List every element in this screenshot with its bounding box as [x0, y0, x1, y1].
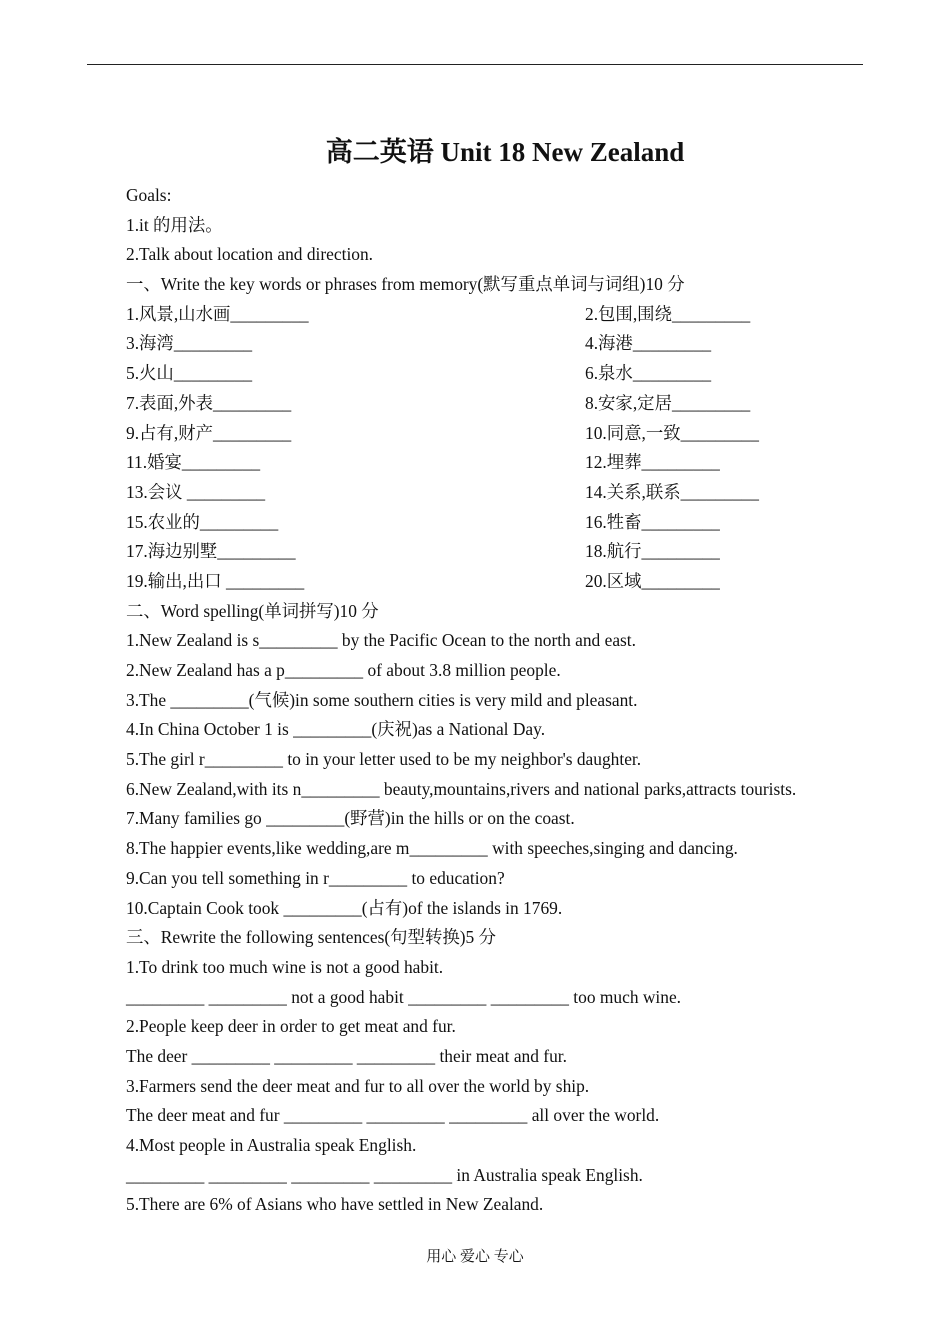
vocab-item: 1.风景,山水画_________	[126, 303, 309, 324]
goals-heading: Goals:	[126, 185, 172, 205]
section-2-heading: 二、Word spelling(单词拼写)10 分	[126, 600, 379, 621]
section-3-heading: 三、Rewrite the following sentences(句型转换)5 分	[126, 927, 496, 948]
spelling-item: 1.New Zealand is s_________ by the Pacific Ocean to the north and east.	[126, 630, 636, 651]
spelling-item: 9.Can you tell something in r_________ to education?	[126, 867, 505, 888]
vocab-row	[126, 478, 896, 508]
document-body	[126, 181, 896, 1220]
rewrite-item: 4.Most people in Australia speak English.	[126, 1135, 417, 1155]
vocab-item: 8.安家,定居_________	[585, 392, 751, 413]
vocab-item: 4.海港_________	[585, 333, 712, 354]
vocab-row	[126, 389, 896, 419]
vocab-row	[126, 537, 896, 567]
spelling-item: 6.New Zealand,with its n_________ beauty,mountains,rivers and national parks,attracts tourists.	[126, 778, 797, 799]
vocab-row	[126, 419, 896, 449]
spelling-item: 3.The _________(气候)in some southern cities is very mild and pleasant.	[126, 689, 638, 710]
vocab-item: 5.火山_________	[126, 363, 253, 384]
vocab-row	[126, 359, 896, 389]
vocab-row	[126, 300, 896, 330]
rewrite-item: _________ _________ not a good habit _________ _________ too much wine.	[126, 986, 682, 1007]
vocab-item: 16.牲畜_________	[585, 511, 720, 532]
spelling-item: 8.The happier events,like wedding,are m_________ with speeches,singing and dancing.	[126, 838, 738, 859]
vocab-item: 19.输出,出口 _________	[126, 570, 305, 591]
header-rule	[87, 64, 863, 65]
goal-item: 1.it 的用法。	[126, 214, 223, 235]
vocab-item: 7.表面,外表_________	[126, 392, 292, 413]
vocab-item: 13.会议 _________	[126, 481, 266, 502]
rewrite-item: _________ _________ _________ _________ in Australia speak English.	[126, 1164, 643, 1185]
rewrite-item: 1.To drink too much wine is not a good habit.	[126, 956, 444, 977]
spelling-item: 7.Many families go _________(野营)in the hills or on the coast.	[126, 808, 575, 829]
vocab-item: 9.占有,财产_________	[126, 422, 292, 443]
spelling-item: 5.The girl r_________ to in your letter used to be my neighbor's daughter.	[126, 749, 642, 770]
vocab-item: 3.海湾_________	[126, 333, 253, 354]
goal-item: 2.Talk about location and direction.	[126, 244, 374, 265]
vocab-item: 17.海边别墅_________	[126, 541, 296, 562]
vocab-item: 2.包围,围绕_________	[585, 303, 751, 324]
section-1-heading: 一、Write the key words or phrases from memory(默写重点单词与词组)10 分	[126, 274, 685, 295]
rewrite-item: 2.People keep deer in order to get meat and fur.	[126, 1016, 456, 1037]
vocab-row	[126, 329, 896, 359]
vocab-item: 18.航行_________	[585, 541, 720, 562]
spelling-item: 4.In China October 1 is _________(庆祝)as a National Day.	[126, 719, 546, 740]
vocab-item: 15.农业的_________	[126, 511, 279, 532]
vocab-item: 10.同意,一致_________	[585, 422, 759, 443]
vocab-row	[126, 508, 896, 538]
spelling-item: 2.New Zealand has a p_________ of about 3.8 million people.	[126, 660, 561, 680]
vocab-item: 12.埋葬_________	[585, 452, 720, 473]
page-footer: 用心 爱心 专心	[426, 1249, 524, 1265]
vocab-row	[126, 567, 896, 597]
rewrite-item: 5.There are 6% of Asians who have settled in New Zealand.	[126, 1194, 544, 1215]
vocab-item: 14.关系,联系_________	[585, 481, 759, 502]
rewrite-item: The deer meat and fur _________ _________ _________ all over the world.	[126, 1105, 660, 1126]
rewrite-item: 3.Farmers send the deer meat and fur to all over the world by ship.	[126, 1075, 590, 1096]
vocab-item: 11.婚宴_________	[126, 452, 261, 473]
rewrite-item: The deer _________ _________ _________ their meat and fur.	[126, 1045, 567, 1066]
vocab-item: 20.区域_________	[585, 570, 720, 591]
page-title: 高二英语 Unit 18 New Zealand	[325, 137, 685, 167]
vocab-item: 6.泉水_________	[585, 363, 712, 384]
vocab-row	[126, 448, 896, 478]
spelling-item: 10.Captain Cook took _________(占有)of the islands in 1769.	[126, 897, 563, 918]
